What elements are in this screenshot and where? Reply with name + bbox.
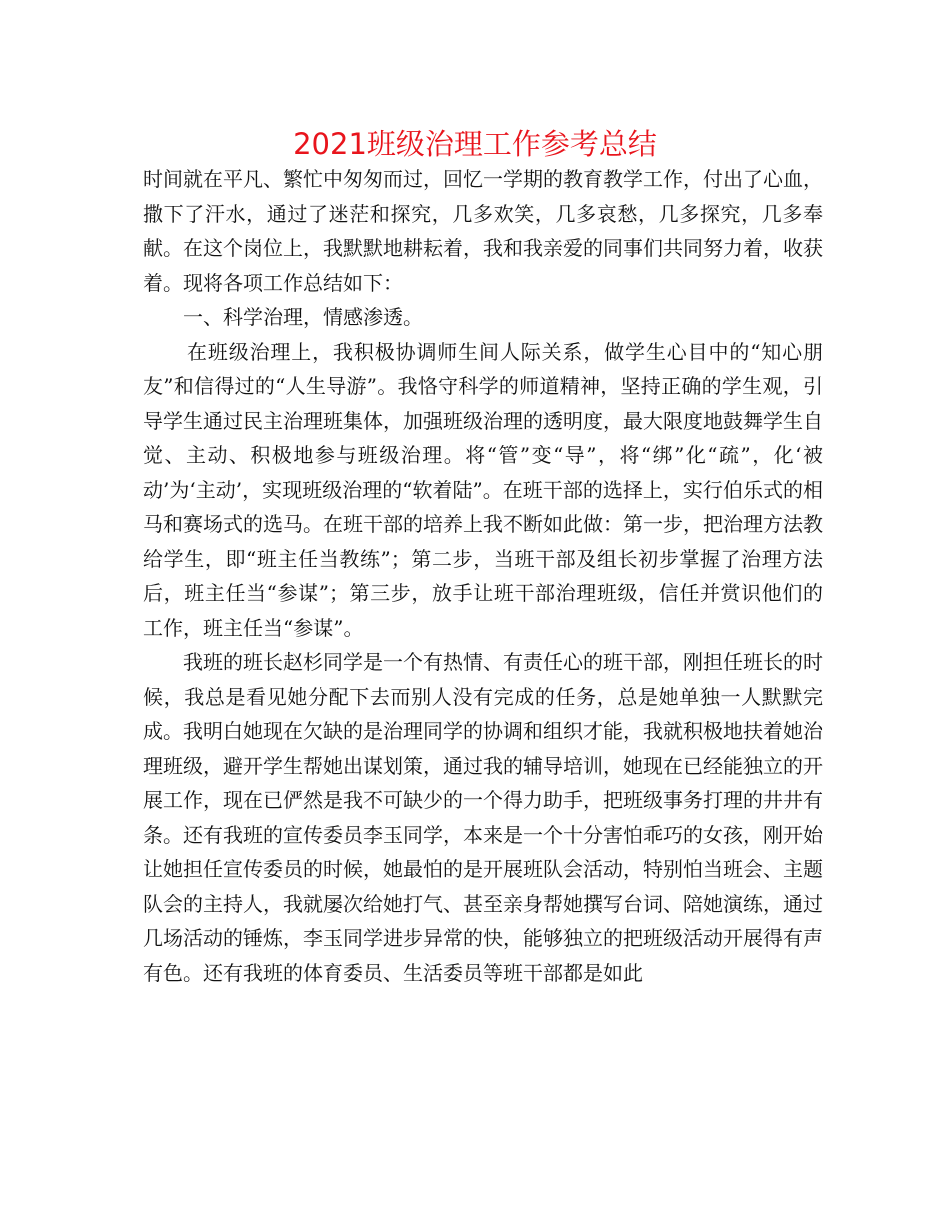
body-paragraph: 我班的班长赵杉同学是一个有热情、有责任心的班干部，刚担任班长的时候，我总是看见她分配下去而别人没有完成的任务，总是她单独一人默默完成。我明白她现在欠缺的是治理同学的协调和组织才能，我就积极地扶着她治理班级，避开学生帮她出谋划策，通过我的辅导培训，她现在已经能独立的开展工作，现在已俨然是我不可缺少的一个得力助手，把班级事务打理的井井有条。还有我班的宣传委员李玉同学，本来是一个十分害怕乖巧的女孩，刚开始让她担任宣传委员的时候，她最怕的是开展班队会活动，特别怕当班会、主题队会的主持人，我就屡次给她打气、甚至亲身帮她撰写台词、陪她演练，通过几场活动的锤炼，李玉同学进步异常的快，能够独立的把班级活动开展得有声有色。还有我班的体育委员、生活委员等班干部都是如此 [143, 650, 823, 985]
document-title: 2021班级治理工作参考总结 [293, 127, 657, 161]
body-paragraph: 在班级治理上，我积极协调师生间人际关系，做学生心目中的“知心朋友”和信得过的“人生导游”。我恪守科学的师道精神，坚持正确的学生观，引导学生通过民主治理班集体，加强班级治理的透明度，最大限度地鼓舞学生自觉、主动、积极地参与班级治理。将“管”变“导”，将“绑”化“疏”，化‘被动’为‘主动’，实现班级治理的“软着陆”。在班干部的选择上，实行伯乐式的相马和赛场式的选马。在班干部的培养上我不断如此做：第一步，把治理方法教给学生，即“班主任当教练”；第二步，当班干部及组长初步掌握了治理方法后，班主任当“参谋”；第三步，放手让班干部治理班级，信任并赏识他们的工作，班主任当“参谋”。 [143, 339, 823, 640]
document-body [143, 162, 823, 990]
section-heading: 一、科学治理，情感渗透。 [183, 305, 423, 329]
intro-paragraph: 时间就在平凡、繁忙中匆匆而过，回忆一学期的教育教学工作，付出了心血，撒下了汗水，通过了迷茫和探究，几多欢笑，几多哀愁，几多探究，几多奉献。在这个岗位上，我默默地耕耘着，我和我亲爱的同事们共同努力着，收获着。现将各项工作总结如下： [143, 167, 823, 295]
